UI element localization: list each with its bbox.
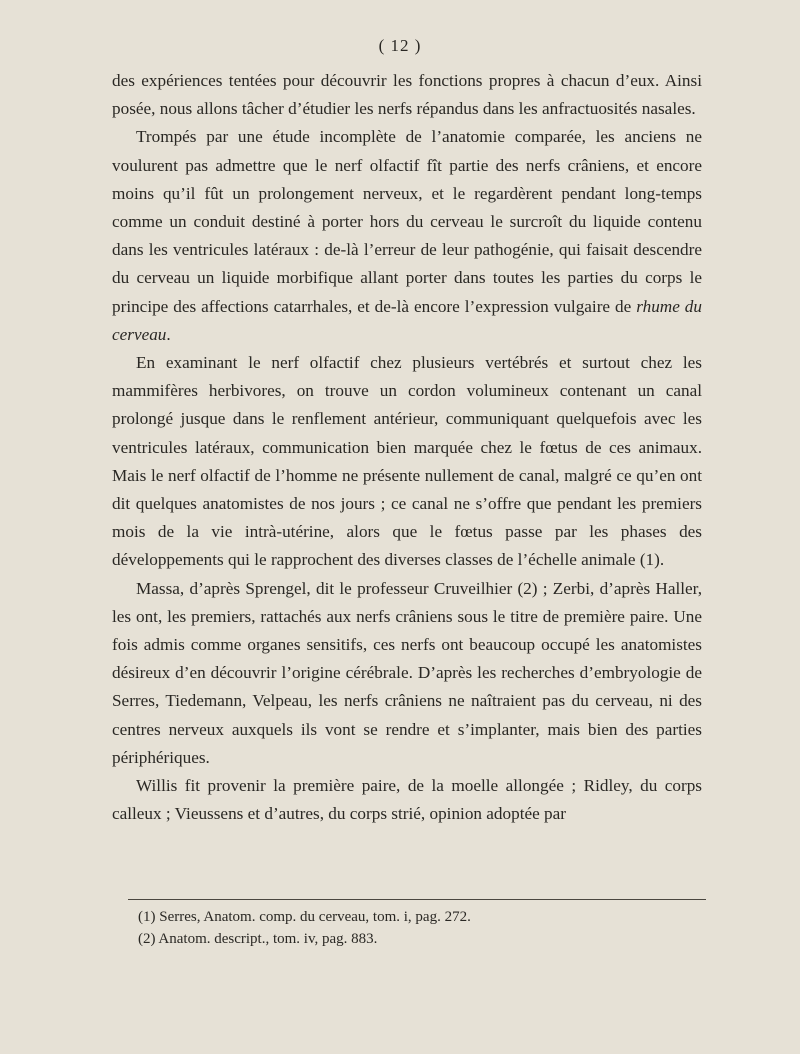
italic-phrase: rhume du cerveau xyxy=(112,296,702,344)
page-number: ( 12 ) xyxy=(378,36,422,55)
footnotes xyxy=(138,906,698,950)
paragraph-text: Trompés par une étude incomplète de l’anatomie comparée, les anciens ne voulurent pas admettre que le nerf olfactif fît partie des nerfs crâniens, et encore moins qu’il fût un prolongement nerveux, et le regardèrent pendant long-temps comme un conduit destiné à porter hors du cerveau le surcroît du liquide contenu dans les ventricules latéraux : de-là l’erreur de leur pathogénie, qui faisait descendre du cerveau un liquide morbifique allant porter dans toutes les parties du corps le principe des affections catarrhales, et de-là encore l’expression vulgaire de xyxy=(112,127,702,316)
footnote-2: (2) Anatom. descript., tom. iv, pag. 883. xyxy=(138,931,378,947)
footnote-divider xyxy=(128,899,706,900)
body-text xyxy=(112,67,702,828)
paragraph xyxy=(112,123,702,349)
paragraph xyxy=(112,349,702,575)
paragraph xyxy=(112,67,702,123)
paragraph-text: des expériences tentées pour découvrir les fonctions propres à chacun d’eux. Ainsi posée, nous allons tâcher d’étudier les nerfs répandus dans les anfractuosités nasales. xyxy=(112,71,702,119)
paragraph-text: Massa, d’après Sprengel, dit le professeur Cruveilhier (2) ; Zerbi, d’après Haller, les ont, les premiers, rattachés aux nerfs crâniens sous le titre de première paire. Une fois admis comme organes sensitifs, ces nerfs ont beaucoup occupé les anatomistes désireux d’en découvrir l’origine cérébrale. D’après les recherches d’embryologie de Serres, Tiedemann, Velpeau, les nerfs crâniens ne naîtraient pas du cerveau, ni des centres nerveux auxquels ils vont se rendre et s’implanter, mais bien des parties périphériques. xyxy=(112,578,702,767)
paragraph-text: Willis fit provenir la première paire, de la moelle allongée ; Ridley, du corps calleux ; Vieussens et d’autres, du corps strié, opinion adoptée par xyxy=(112,776,702,824)
paragraph xyxy=(112,772,702,828)
paragraph xyxy=(112,575,702,772)
footnote-1: (1) Serres, Anatom. comp. du cerveau, tom. i, pag. 272. xyxy=(138,909,471,925)
paragraph-text: En examinant le nerf olfactif chez plusieurs vertébrés et surtout chez les mammifères herbivores, on trouve un cordon volumineux contenant un canal prolongé jusque dans le renflement antérieur, communiquant quelquefois avec les ventricules latéraux, communication bien marquée chez le fœtus de ces animaux. Mais le nerf olfactif de l’homme ne présente nullement de canal, malgré ce qu’en ont dit quelques anatomistes de nos jours ; ce canal ne s’offre que pendant les premiers mois de la vie intrà-utérine, alors que le fœtus passe par les phases des développements qui le rapprochent des diverses classes de l’échelle animale (1). xyxy=(112,353,702,570)
paragraph-text: . xyxy=(166,324,171,344)
